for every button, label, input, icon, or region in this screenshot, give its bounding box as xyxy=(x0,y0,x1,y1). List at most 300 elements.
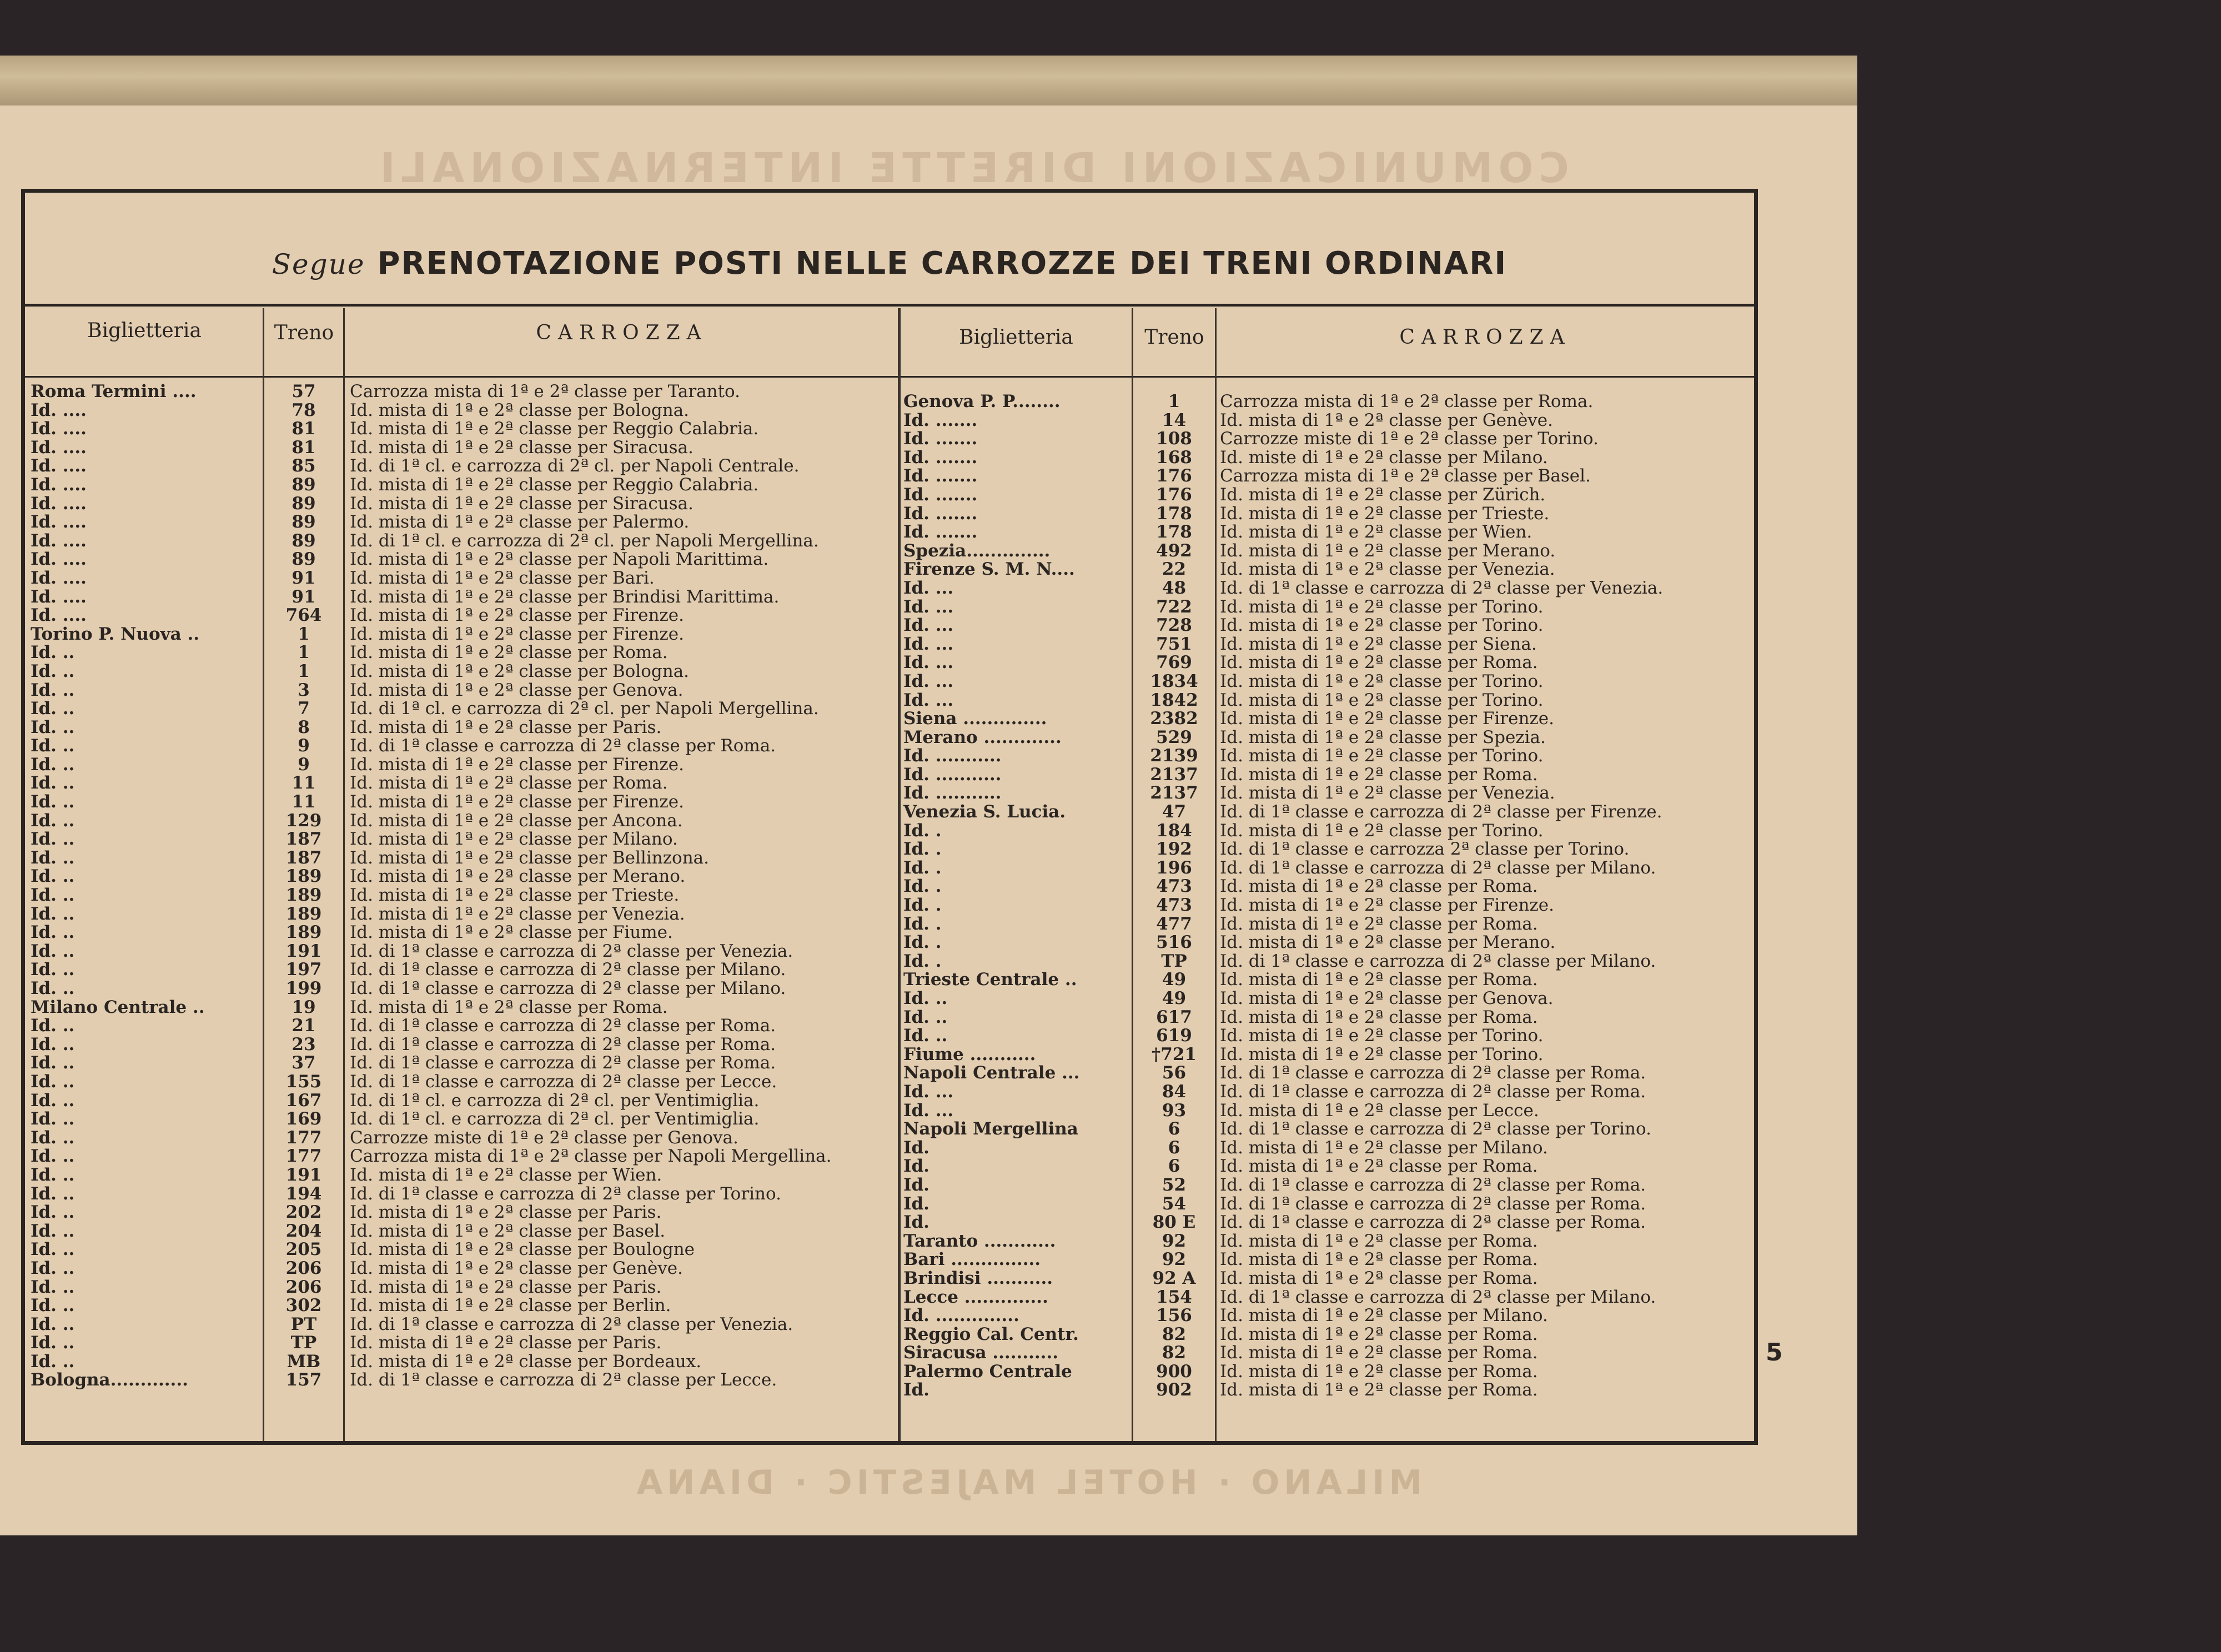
table-cell-carriage: Id. di 1ª classe e carrozza di 2ª classe per Milano. xyxy=(350,978,786,998)
table-cell-carriage: Id. mista di 1ª e 2ª classe per Milano. xyxy=(1220,1137,1548,1158)
table-cell-train: 1 xyxy=(1168,391,1180,411)
table-cell-station: Id. ... xyxy=(903,671,954,691)
left-station-column xyxy=(31,383,261,1390)
table-cell-train: 187 xyxy=(285,847,322,868)
right-train-column xyxy=(1134,393,1214,1400)
table-cell-station: Id. xyxy=(903,1137,929,1158)
left-carriage-column xyxy=(350,383,897,1390)
table-cell-train: MB xyxy=(287,1351,321,1372)
table-cell-carriage: Id. mista di 1ª e 2ª classe per Roma. xyxy=(350,997,668,1017)
table-cell-station: Napoli Centrale ... xyxy=(903,1063,1080,1083)
table-cell-station: Id. .... xyxy=(31,400,87,420)
table-cell-carriage: Id. di 1ª classe e carrozza di 2ª classe per Lecce. xyxy=(350,1071,777,1092)
table-cell-station: Merano ............. xyxy=(903,727,1062,747)
table-cell-carriage: Id. mista di 1ª e 2ª classe per Reggio Calabria. xyxy=(350,419,759,439)
table-cell-train: 6 xyxy=(1168,1156,1180,1177)
table-cell-carriage: Id. mista di 1ª e 2ª classe per Venezia. xyxy=(1220,783,1555,804)
table-cell-station: Id. ... xyxy=(903,578,954,598)
table-cell-station: Id. .. xyxy=(31,661,75,681)
table-cell-station: Id. .. xyxy=(31,699,75,719)
table-cell-train: 516 xyxy=(1156,932,1192,953)
table-cell-carriage: Carrozza mista di 1ª e 2ª classe per Napoli Mergellina. xyxy=(350,1146,832,1167)
table-cell-train: 9 xyxy=(298,736,310,756)
table-cell-train: 529 xyxy=(1156,727,1192,747)
table-cell-carriage: Id. mista di 1ª e 2ª classe per Roma. xyxy=(1220,876,1538,897)
table-cell-train: 617 xyxy=(1156,1007,1192,1027)
table-cell-carriage: Id. di 1ª classe e carrozza di 2ª classe per Roma. xyxy=(1220,1193,1646,1214)
table-cell-station: Id. .... xyxy=(31,474,87,495)
table-cell-carriage: Id. di 1ª cl. e carrozza di 2ª cl. per Napoli Mergellina. xyxy=(350,699,819,719)
table-cell-train: 78 xyxy=(292,400,316,420)
table-cell-train: 728 xyxy=(1156,615,1192,636)
table-cell-carriage: Id. mista di 1ª e 2ª classe per Basel. xyxy=(350,1221,666,1241)
table-cell-station: Id. .. xyxy=(31,642,75,663)
table-cell-carriage: Id. mista di 1ª e 2ª classe per Spezia. xyxy=(1220,727,1546,747)
table-cell-carriage: Id. mista di 1ª e 2ª classe per Torino. xyxy=(1220,1044,1544,1064)
table-cell-train: 1842 xyxy=(1150,690,1198,710)
table-cell-station: Id. .... xyxy=(31,530,87,551)
table-cell-train: 492 xyxy=(1156,540,1192,561)
column-divider xyxy=(343,308,345,1441)
table-cell-station: Id. xyxy=(903,1380,929,1400)
title-text: PRENOTAZIONE POSTI NELLE CARROZZE DEI TRENI ORDINARI xyxy=(377,245,1508,282)
table-cell-train: 764 xyxy=(285,605,322,626)
table-cell-carriage: Id. mista di 1ª e 2ª classe per Roma. xyxy=(1220,1343,1538,1363)
table-cell-train: 1 xyxy=(298,642,310,663)
table-cell-carriage: Id. di 1ª classe e carrozza di 2ª classe per Roma. xyxy=(1220,1081,1646,1102)
table-cell-train: 168 xyxy=(1156,447,1192,468)
table-cell-station: Id. .. xyxy=(31,866,75,887)
table-cell-station: Id. .... xyxy=(31,605,87,626)
table-cell-train: 191 xyxy=(285,1164,322,1185)
table-cell-carriage: Id. di 1ª classe e carrozza di 2ª classe per Roma. xyxy=(350,1034,776,1055)
table-cell-train: 49 xyxy=(1162,988,1187,1008)
table-cell-station: Palermo Centrale xyxy=(903,1361,1072,1382)
table-cell-train: 23 xyxy=(292,1034,316,1055)
table-cell-station: Id. .... xyxy=(31,437,87,458)
table-cell-carriage: Id. di 1ª classe e carrozza di 2ª classe per Firenze. xyxy=(1220,802,1662,822)
table-cell-station: Id. .. xyxy=(903,988,948,1008)
right-carriage-column xyxy=(1220,393,1756,1400)
table-cell-carriage: Id. mista di 1ª e 2ª classe per Paris. xyxy=(350,1333,662,1353)
table-cell-station: Roma Termini .... xyxy=(31,381,197,401)
table-cell-carriage: Id. mista di 1ª e 2ª classe per Siracusa. xyxy=(350,493,694,514)
table-cell-station: Milano Centrale .. xyxy=(31,997,205,1017)
table-cell-station: Siracusa ........... xyxy=(903,1343,1059,1363)
table-cell-carriage: Id. miste di 1ª e 2ª classe per Milano. xyxy=(1220,447,1548,468)
table-cell-train: 189 xyxy=(285,885,322,906)
table-cell-train: 85 xyxy=(292,456,316,476)
table-cell-station: Firenze S. M. N.... xyxy=(903,559,1075,580)
table-cell-carriage: Id. mista di 1ª e 2ª classe per Torino. xyxy=(1220,820,1544,841)
table-cell-carriage: Id. mista di 1ª e 2ª classe per Wien. xyxy=(350,1164,662,1185)
table-cell-station: Id. ... xyxy=(903,1081,954,1102)
table-cell-train: 178 xyxy=(1156,522,1192,543)
table-cell-station: Id. .. xyxy=(31,810,75,831)
table-cell-carriage: Id. mista di 1ª e 2ª classe per Trieste. xyxy=(350,885,680,906)
table-cell-station: Id. .. xyxy=(31,1202,75,1223)
table-cell-carriage: Id. mista di 1ª e 2ª classe per Roma. xyxy=(1220,1380,1538,1400)
table-cell-station: Id. .. xyxy=(903,1007,948,1027)
table-cell-train: 2137 xyxy=(1150,783,1198,804)
table-cell-station: Id. ....... xyxy=(903,503,978,524)
table-cell-carriage: Id. di 1ª classe e carrozza di 2ª classe per Torino. xyxy=(350,1183,781,1204)
table-cell-station: Id. .. xyxy=(31,1351,75,1372)
table-cell-station: Id. . xyxy=(903,876,942,897)
table-cell-carriage: Id. mista di 1ª e 2ª classe per Zürich. xyxy=(1220,484,1546,505)
table-cell-train: 49 xyxy=(1162,970,1187,990)
table-cell-carriage: Id. di 1ª cl. e carrozza di 2ª cl. per Napoli Centrale. xyxy=(350,456,800,476)
table-cell-train: 177 xyxy=(285,1146,322,1167)
table-cell-train: 177 xyxy=(285,1127,322,1148)
table-cell-carriage: Id. mista di 1ª e 2ª classe per Roma. xyxy=(1220,1361,1538,1382)
table-cell-carriage: Id. mista di 1ª e 2ª classe per Brindisi Marittima. xyxy=(350,586,780,607)
table-cell-carriage: Id. mista di 1ª e 2ª classe per Roma. xyxy=(1220,970,1538,990)
table-cell-carriage: Id. mista di 1ª e 2ª classe per Merano. xyxy=(350,866,686,887)
table-cell-train: 189 xyxy=(285,903,322,924)
table-cell-carriage: Id. mista di 1ª e 2ª classe per Firenze. xyxy=(350,624,684,644)
table-cell-carriage: Id. mista di 1ª e 2ª classe per Roma. xyxy=(350,773,668,794)
table-cell-train: 184 xyxy=(1156,820,1192,841)
table-cell-station: Id. .... xyxy=(31,586,87,607)
page-edge xyxy=(0,56,1857,108)
table-cell-station: Id. ... xyxy=(903,596,954,617)
table-cell-carriage: Id. mista di 1ª e 2ª classe per Roma. xyxy=(1220,652,1538,673)
table-cell-station: Id. .. xyxy=(31,829,75,850)
column-divider xyxy=(898,308,901,1441)
header-carriage-left: CARROZZA xyxy=(536,322,708,344)
table-cell-station: Id. . xyxy=(903,857,942,878)
table-cell-train: 82 xyxy=(1162,1324,1187,1344)
table-cell-station: Id. ........... xyxy=(903,746,1002,766)
table-cell-train: 57 xyxy=(292,381,316,401)
table-cell-station: Id. ....... xyxy=(903,484,978,505)
column-divider xyxy=(1215,308,1217,1441)
table-cell-station: Id. .. xyxy=(31,1277,75,1297)
table-cell-station: Brindisi ........... xyxy=(903,1268,1053,1288)
table-cell-station: Id. .. xyxy=(31,1221,75,1241)
table-cell-carriage: Id. di 1ª classe e carrozza di 2ª classe per Lecce. xyxy=(350,1370,777,1390)
table-cell-station: Id. ....... xyxy=(903,466,978,486)
table-cell-carriage: Id. mista di 1ª e 2ª classe per Roma. xyxy=(1220,1249,1538,1270)
table-cell-carriage: Id. mista di 1ª e 2ª classe per Bologna. xyxy=(350,400,690,420)
table-cell-station: Id. .. xyxy=(31,736,75,756)
table-cell-carriage: Id. mista di 1ª e 2ª classe per Bari. xyxy=(350,568,655,588)
table-cell-station: Id. .. xyxy=(31,1071,75,1092)
table-cell-train: 202 xyxy=(285,1202,322,1223)
table-cell-train: 52 xyxy=(1162,1174,1187,1195)
table-cell-carriage: Id. mista di 1ª e 2ª classe per Bordeaux. xyxy=(350,1351,702,1372)
header-station-left: Biglietteria xyxy=(87,319,202,342)
table-cell-train: 302 xyxy=(285,1296,322,1316)
table-cell-train: 93 xyxy=(1162,1100,1187,1121)
table-cell-station: Id. .. xyxy=(31,885,75,906)
table-cell-train: 2382 xyxy=(1150,709,1198,729)
table-cell-train: 477 xyxy=(1156,913,1192,934)
table-cell-station: Id. .... xyxy=(31,568,87,588)
table-cell-train: 187 xyxy=(285,829,322,850)
table-cell-train: 1 xyxy=(298,661,310,681)
table-cell-station: Napoli Mergellina xyxy=(903,1119,1078,1139)
table-cell-station: Id. xyxy=(903,1193,929,1214)
table-cell-carriage: Id. mista di 1ª e 2ª classe per Roma. xyxy=(1220,1156,1538,1177)
table-cell-carriage: Id. di 1ª classe e carrozza di 2ª classe per Torino. xyxy=(1220,1119,1651,1139)
table-cell-train: 7 xyxy=(298,699,310,719)
table-cell-train: 6 xyxy=(1168,1137,1180,1158)
column-divider xyxy=(1132,308,1133,1441)
table-cell-carriage: Id. mista di 1ª e 2ª classe per Ancona. xyxy=(350,810,683,831)
table-cell-carriage: Id. mista di 1ª e 2ª classe per Trieste. xyxy=(1220,503,1550,524)
table-cell-station: Id. .. xyxy=(31,1183,75,1204)
table-cell-train: 769 xyxy=(1156,652,1192,673)
table-cell-train: 176 xyxy=(1156,484,1192,505)
table-cell-station: Id. .. xyxy=(31,847,75,868)
table-cell-train: 9 xyxy=(298,754,310,775)
table-cell-train: 167 xyxy=(285,1090,322,1111)
table-cell-carriage: Id. di 1ª classe e carrozza 2ª classe per Torino. xyxy=(1220,839,1630,860)
table-cell-station: Id. xyxy=(903,1174,929,1195)
table-cell-train: 196 xyxy=(1156,857,1192,878)
table-cell-train: 1 xyxy=(298,624,310,644)
table-cell-carriage: Id. di 1ª cl. e carrozza di 2ª cl. per Ventimiglia. xyxy=(350,1109,760,1129)
table-cell-train: 900 xyxy=(1156,1361,1192,1382)
right-station-column xyxy=(903,393,1130,1400)
table-cell-station: Id. .. xyxy=(31,1090,75,1111)
table-cell-carriage: Id. di 1ª classe e carrozza di 2ª classe per Milano. xyxy=(1220,1287,1656,1307)
table-cell-train: 206 xyxy=(285,1277,322,1297)
table-cell-train: 157 xyxy=(285,1370,322,1390)
table-cell-train: TP xyxy=(290,1333,317,1353)
table-cell-train: 206 xyxy=(285,1258,322,1278)
table-cell-train: 81 xyxy=(292,437,316,458)
table-cell-train: 92 xyxy=(1162,1231,1187,1251)
book-page xyxy=(0,106,1857,1535)
table-cell-train: 3 xyxy=(298,680,310,700)
bleed-through-text: COMUNICAZIONI DIRETTE INTERNAZIONALI xyxy=(374,144,1569,192)
table-cell-train: 89 xyxy=(292,512,316,533)
left-train-column xyxy=(265,383,343,1390)
table-cell-station: Id. ... xyxy=(903,1100,954,1121)
table-cell-carriage: Carrozza mista di 1ª e 2ª classe per Roma. xyxy=(1220,393,1594,411)
table-cell-station: Id. .. xyxy=(31,754,75,775)
table-cell-station: Id. .. xyxy=(31,1333,75,1353)
table-cell-carriage: Id. di 1ª classe e carrozza di 2ª classe per Venezia. xyxy=(350,941,793,961)
header-train-right: Treno xyxy=(1144,326,1204,349)
table-cell-carriage: Id. mista di 1ª e 2ª classe per Torino. xyxy=(1220,1026,1544,1046)
table-cell-train: 54 xyxy=(1162,1193,1187,1214)
table-cell-train: 194 xyxy=(285,1183,322,1204)
table-cell-station: Id. ....... xyxy=(903,447,978,468)
table-cell-station: Id. ....... xyxy=(903,429,978,449)
table-cell-train: 82 xyxy=(1162,1343,1187,1363)
table-cell-train: 108 xyxy=(1156,429,1192,449)
table-cell-station: Id. .. xyxy=(31,1296,75,1316)
table-cell-station: Reggio Cal. Centr. xyxy=(903,1324,1079,1344)
table-frame xyxy=(21,189,1758,1445)
table-cell-train: 89 xyxy=(292,474,316,495)
table-cell-carriage: Id. mista di 1ª e 2ª classe per Roma. xyxy=(1220,1007,1538,1027)
table-cell-train: 11 xyxy=(292,773,316,794)
header-station-right: Biglietteria xyxy=(959,326,1073,349)
table-cell-train: 91 xyxy=(292,568,316,588)
table-cell-carriage: Id. mista di 1ª e 2ª classe per Reggio Calabria. xyxy=(350,474,759,495)
table-cell-train: 92 A xyxy=(1152,1268,1196,1288)
table-cell-train: 89 xyxy=(292,530,316,551)
table-cell-carriage: Id. mista di 1ª e 2ª classe per Genova. xyxy=(1220,988,1554,1008)
table-cell-station: Id. .... xyxy=(31,549,87,570)
table-cell-carriage: Id. mista di 1ª e 2ª classe per Milano. xyxy=(1220,1305,1548,1326)
table-cell-train: 47 xyxy=(1162,802,1187,822)
table-cell-station: Id. ........... xyxy=(903,783,1002,804)
table-cell-station: Id. xyxy=(903,1212,929,1233)
table-cell-carriage: Id. mista di 1ª e 2ª classe per Genève. xyxy=(1220,410,1554,430)
table-cell-train: 2139 xyxy=(1150,746,1198,766)
table-cell-station: Id. . xyxy=(903,951,942,971)
table-cell-station: Id. xyxy=(903,1156,929,1177)
table-cell-station: Id. .. xyxy=(31,1164,75,1185)
table-cell-station: Venezia S. Lucia. xyxy=(903,802,1066,822)
table-cell-carriage: Id. mista di 1ª e 2ª classe per Siracusa. xyxy=(350,437,694,458)
table-cell-station: Id. . xyxy=(903,895,942,916)
table-cell-train: 8 xyxy=(298,717,310,737)
table-cell-station: Id. ....... xyxy=(903,410,978,430)
table-cell-station: Genova P. P........ xyxy=(903,391,1061,411)
table-cell-train: 199 xyxy=(285,978,322,998)
table-cell-carriage: Id. di 1ª classe e carrozza di 2ª classe per Venezia. xyxy=(350,1314,793,1334)
table-cell-station: Id. .. xyxy=(903,1026,948,1046)
table-cell-train: 19 xyxy=(292,997,316,1017)
table-cell-train: PT xyxy=(290,1314,317,1334)
table-cell-carriage: Id. mista di 1ª e 2ª classe per Merano. xyxy=(1220,540,1556,561)
table-cell-carriage: Carrozza mista di 1ª e 2ª classe per Taranto. xyxy=(350,383,741,401)
page-number: 5 xyxy=(1766,1338,1783,1367)
table-cell-carriage: Id. di 1ª classe e carrozza di 2ª classe per Roma. xyxy=(1220,1063,1646,1083)
table-cell-carriage: Id. mista di 1ª e 2ª classe per Torino. xyxy=(1220,746,1544,766)
table-cell-carriage: Id. mista di 1ª e 2ª classe per Venezia. xyxy=(1220,559,1555,580)
table-cell-station: Torino P. Nuova .. xyxy=(31,624,200,644)
table-cell-train: 154 xyxy=(1156,1287,1192,1307)
table-cell-carriage: Id. mista di 1ª e 2ª classe per Firenze. xyxy=(350,605,684,626)
bleed-through-footer: MILANO · HOTEL MAJESTIC · DIANA xyxy=(632,1463,1423,1502)
table-cell-carriage: Id. di 1ª classe e carrozza di 2ª classe per Milano. xyxy=(350,960,786,980)
table-cell-carriage: Id. mista di 1ª e 2ª classe per Roma. xyxy=(350,642,668,663)
table-cell-station: Id. .... xyxy=(31,512,87,533)
table-cell-station: Id. .. xyxy=(31,680,75,700)
table-cell-station: Siena .............. xyxy=(903,709,1047,729)
table-cell-station: Id. . xyxy=(903,932,942,953)
table-cell-station: Bari ............... xyxy=(903,1249,1041,1270)
table-cell-carriage: Id. mista di 1ª e 2ª classe per Firenze. xyxy=(1220,709,1554,729)
table-cell-train: 48 xyxy=(1162,578,1187,598)
table-cell-train: 22 xyxy=(1162,559,1187,580)
table-cell-train: 192 xyxy=(1156,839,1192,860)
table-cell-carriage: Id. di 1ª cl. e carrozza di 2ª cl. per Ventimiglia. xyxy=(350,1090,760,1111)
table-cell-train: 89 xyxy=(292,549,316,570)
table-cell-train: 14 xyxy=(1162,410,1187,430)
table-cell-carriage: Id. mista di 1ª e 2ª classe per Roma. xyxy=(1220,1268,1538,1288)
table-cell-train: 91 xyxy=(292,586,316,607)
table-cell-carriage: Id. mista di 1ª e 2ª classe per Fiume. xyxy=(350,922,673,943)
table-cell-carriage: Id. mista di 1ª e 2ª classe per Roma. xyxy=(1220,1324,1538,1344)
table-cell-train: 722 xyxy=(1156,596,1192,617)
table-cell-carriage: Carrozze miste di 1ª e 2ª classe per Genova. xyxy=(350,1127,738,1148)
table-cell-carriage: Id. di 1ª classe e carrozza di 2ª classe per Roma. xyxy=(350,736,776,756)
table-cell-station: Id. .. xyxy=(31,1239,75,1260)
table-cell-train: 155 xyxy=(285,1071,322,1092)
table-cell-train: 189 xyxy=(285,922,322,943)
title-rule xyxy=(25,304,1754,307)
table-cell-carriage: Id. mista di 1ª e 2ª classe per Venezia. xyxy=(350,903,685,924)
table-cell-station: Id. .. xyxy=(31,1127,75,1148)
table-cell-carriage: Id. mista di 1ª e 2ª classe per Roma. xyxy=(1220,1231,1538,1251)
table-cell-carriage: Id. mista di 1ª e 2ª classe per Firenze. xyxy=(350,792,684,812)
table-cell-carriage: Id. di 1ª classe e carrozza di 2ª classe per Milano. xyxy=(1220,857,1656,878)
table-cell-train: 6 xyxy=(1168,1119,1180,1139)
table-cell-carriage: Id. mista di 1ª e 2ª classe per Paris. xyxy=(350,717,662,737)
table-cell-train: 751 xyxy=(1156,634,1192,654)
table-cell-carriage: Id. di 1ª classe e carrozza di 2ª classe per Roma. xyxy=(350,1053,776,1073)
table-cell-train: 21 xyxy=(292,1016,316,1036)
table-cell-train: 156 xyxy=(1156,1305,1192,1326)
table-cell-train: 473 xyxy=(1156,876,1192,897)
table-cell-train: 80 E xyxy=(1152,1212,1196,1233)
table-cell-carriage: Id. mista di 1ª e 2ª classe per Torino. xyxy=(1220,615,1544,636)
table-cell-carriage: Id. mista di 1ª e 2ª classe per Bologna. xyxy=(350,661,690,681)
table-cell-station: Id. ... xyxy=(903,615,954,636)
table-cell-carriage: Id. mista di 1ª e 2ª classe per Paris. xyxy=(350,1277,662,1297)
table-cell-train: 197 xyxy=(285,960,322,980)
table-cell-station: Id. .. xyxy=(31,773,75,794)
table-cell-train: †721 xyxy=(1152,1044,1197,1064)
table-cell-carriage: Id. mista di 1ª e 2ª classe per Lecce. xyxy=(1220,1100,1539,1121)
table-cell-station: Id. ....... xyxy=(903,522,978,543)
table-cell-carriage: Id. mista di 1ª e 2ª classe per Genova. xyxy=(350,680,684,700)
page-title xyxy=(25,245,1754,282)
table-cell-train: 129 xyxy=(285,810,322,831)
table-cell-station: Id. .. xyxy=(31,1258,75,1278)
table-cell-station: Id. .. xyxy=(31,978,75,998)
table-cell-station: Id. . xyxy=(903,913,942,934)
table-cell-carriage: Carrozze miste di 1ª e 2ª classe per Torino. xyxy=(1220,429,1599,449)
table-cell-train: 92 xyxy=(1162,1249,1187,1270)
table-cell-station: Fiume ........... xyxy=(903,1044,1036,1064)
table-cell-train: 619 xyxy=(1156,1026,1192,1046)
table-cell-train: 84 xyxy=(1162,1081,1187,1102)
table-cell-carriage: Id. di 1ª classe e carrozza di 2ª classe per Roma. xyxy=(1220,1174,1646,1195)
table-cell-station: Id. .. xyxy=(31,1109,75,1129)
table-cell-carriage: Carrozza mista di 1ª e 2ª classe per Basel. xyxy=(1220,466,1591,486)
table-cell-station: Id. .. xyxy=(31,1034,75,1055)
table-cell-station: Id. .... xyxy=(31,456,87,476)
table-cell-carriage: Id. mista di 1ª e 2ª classe per Torino. xyxy=(1220,596,1544,617)
table-cell-carriage: Id. mista di 1ª e 2ª classe per Palermo. xyxy=(350,512,690,533)
table-cell-train: 169 xyxy=(285,1109,322,1129)
table-cell-station: Bologna............. xyxy=(31,1370,188,1390)
table-cell-carriage: Id. mista di 1ª e 2ª classe per Paris. xyxy=(350,1202,662,1223)
table-cell-station: Id. ........... xyxy=(903,764,1002,785)
table-cell-train: 902 xyxy=(1156,1380,1192,1400)
table-cell-carriage: Id. di 1ª classe e carrozza di 2ª classe per Roma. xyxy=(350,1016,776,1036)
title-prefix: Segue xyxy=(272,248,365,280)
table-cell-station: Id. .... xyxy=(31,493,87,514)
table-cell-carriage: Id. di 1ª classe e carrozza di 2ª classe per Roma. xyxy=(1220,1212,1646,1233)
table-cell-station: Trieste Centrale .. xyxy=(903,970,1077,990)
table-cell-station: Id. .. xyxy=(31,1016,75,1036)
table-cell-station: Id. .... xyxy=(31,419,87,439)
table-cell-station: Id. ... xyxy=(903,634,954,654)
table-cell-train: 11 xyxy=(292,792,316,812)
table-cell-station: Id. .. xyxy=(31,1053,75,1073)
